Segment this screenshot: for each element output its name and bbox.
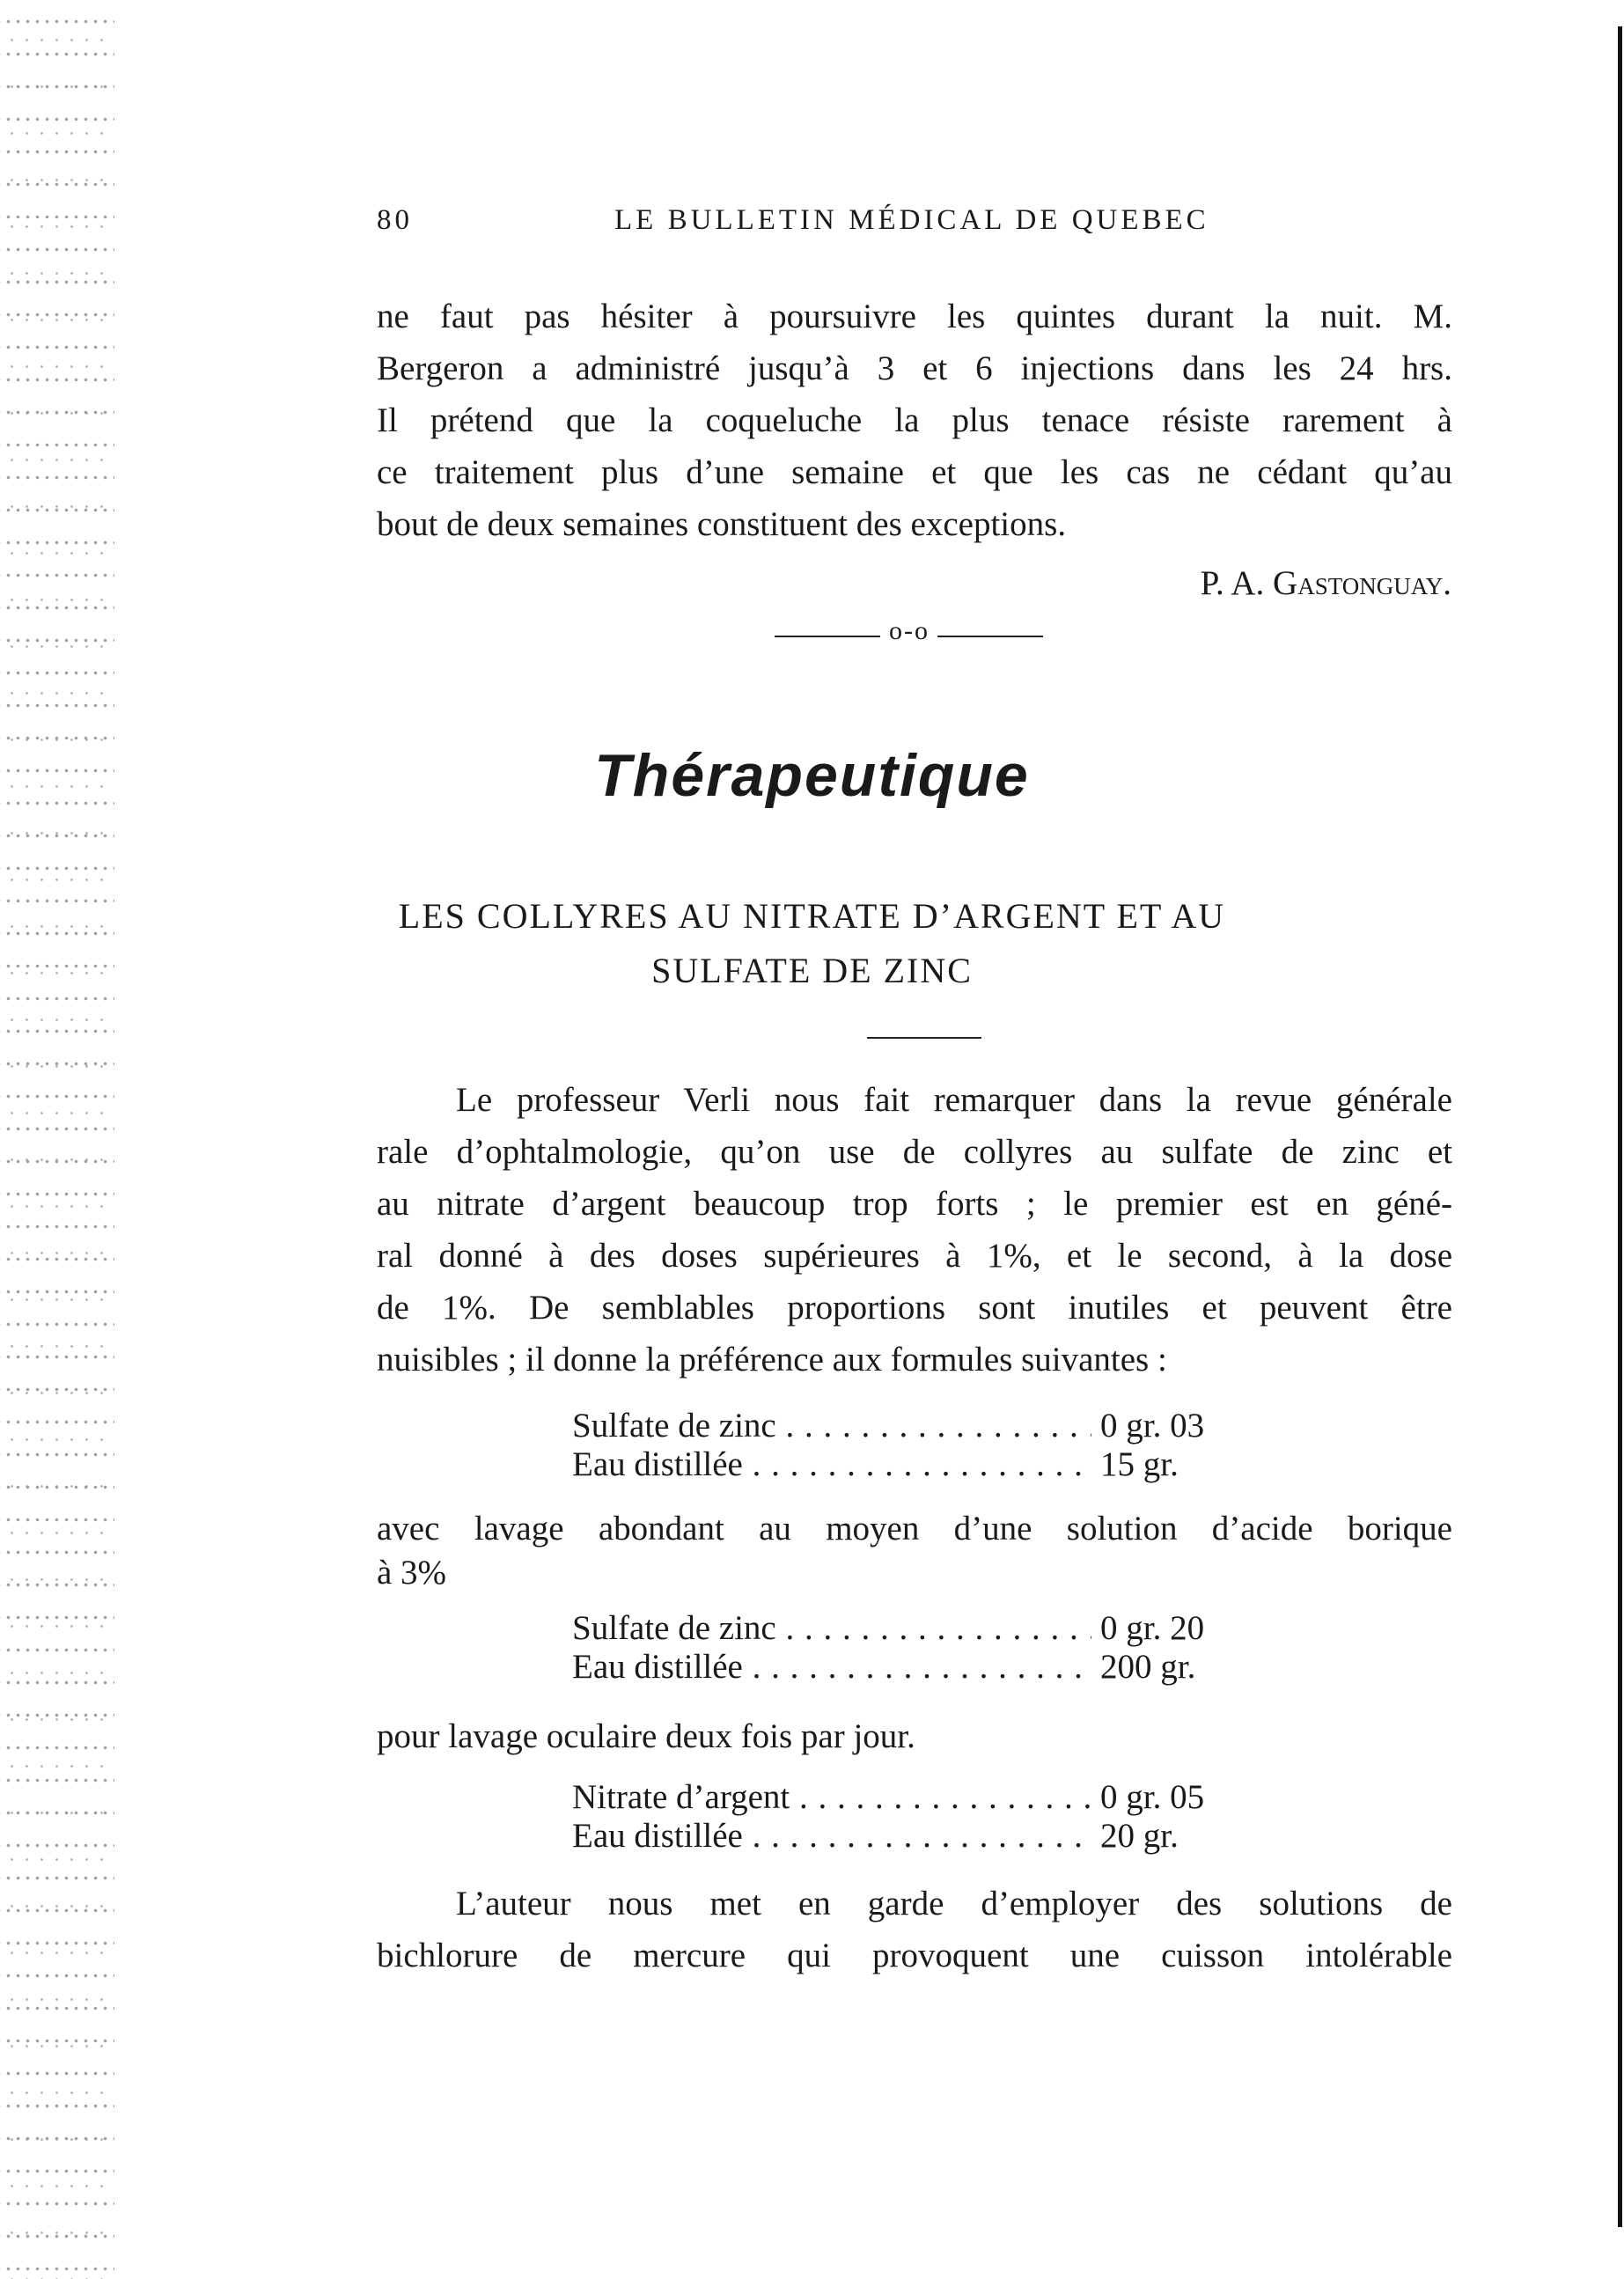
- paragraph-line: Le professeur Verli nous fait remarquer dans la revue générale: [456, 1081, 1452, 1119]
- formula-row: [572, 1609, 1276, 1648]
- journal-title: LE BULLETIN MÉDICAL DE QUEBEC: [614, 204, 1209, 236]
- paragraph-line: L’auteur nous met en garde d’employer des solutions de: [456, 1885, 1452, 1922]
- ingredient: Sulfate de zinc . . .: [572, 1407, 1091, 1445]
- article-title-line: LES COLLYRES AU NITRATE D’ARGENT ET AU: [398, 896, 1226, 936]
- quantity: 200 gr.: [1100, 1648, 1196, 1686]
- formula-row: [572, 1407, 1276, 1445]
- paragraph-line: nuisibles ; il donne la préférence aux formules suivantes :: [377, 1341, 1167, 1378]
- paragraph-line: rale d’ophtalmologie, qu’on use de collyres au sulfate de zinc et: [377, 1133, 1452, 1171]
- ingredient: Eau distillée . . .: [572, 1817, 1091, 1856]
- note-line: à 3%: [377, 1554, 447, 1592]
- paragraph-line: ne faut pas hésiter à poursuivre les quintes durant la nuit. M.: [377, 298, 1452, 335]
- article-title: [0, 889, 1624, 998]
- paragraph-line: de 1%. De semblables proportions sont inutiles et peuvent être: [377, 1289, 1452, 1327]
- paragraph-line: Il prétend que la coqueluche la plus tenace résiste rarement à: [377, 401, 1452, 439]
- section-title: Thérapeutique: [594, 742, 1030, 809]
- formula-row: [572, 1648, 1276, 1687]
- section-separator: [775, 616, 1056, 651]
- article-title-line: SULFATE DE ZINC: [651, 951, 973, 990]
- formula-row: [572, 1817, 1276, 1856]
- formula-3: [572, 1778, 1276, 1856]
- formula-row: [572, 1778, 1276, 1817]
- paragraph-line: ral donné à des doses supérieures à 1%, et le second, à la dose: [377, 1237, 1452, 1275]
- quantity: 0 gr. 05: [1100, 1778, 1205, 1816]
- title-rule: [867, 1037, 981, 1039]
- formula-1: [572, 1407, 1276, 1484]
- ingredient: Sulfate de zinc . . .: [572, 1609, 1091, 1648]
- separator-rule-left: [775, 636, 880, 637]
- separator-mark: o-o: [889, 616, 930, 645]
- ingredient: Eau distillée . . .: [572, 1445, 1091, 1484]
- author-signature: P. A. Gastonguay.: [1200, 564, 1451, 602]
- paragraph-line: au nitrate d’argent beaucoup trop forts ; le premier est en géné-: [377, 1185, 1452, 1223]
- note-2: pour lavage oculaire deux fois par jour.: [377, 1717, 915, 1755]
- intro-paragraph: [377, 290, 1452, 550]
- quantity: 20 gr.: [1100, 1817, 1179, 1855]
- quantity: 0 gr. 03: [1100, 1407, 1205, 1445]
- paragraph-line: ce traitement plus d’une semaine et que les cas ne cédant qu’au: [377, 453, 1452, 491]
- ingredient: Eau distillée . . .: [572, 1648, 1091, 1687]
- left-margin-noise: [0, 0, 114, 2279]
- article-paragraph: [377, 1074, 1452, 1386]
- paragraph-line: bichlorure de mercure qui provoquent une cuisson intolérable: [377, 1937, 1452, 1974]
- quantity: 15 gr.: [1100, 1445, 1179, 1483]
- paragraph-line: bout de deux semaines constituent des exceptions.: [377, 505, 1067, 543]
- closing-paragraph: [377, 1878, 1452, 1981]
- formula-2: [572, 1609, 1276, 1687]
- note-1: [377, 1507, 1452, 1595]
- paragraph-line: Bergeron a administré jusqu’à 3 et 6 injections dans les 24 hrs.: [377, 349, 1452, 387]
- separator-rule-right: [937, 636, 1043, 637]
- page-number: 80: [377, 204, 413, 236]
- ingredient: Nitrate d’argent . . .: [572, 1778, 1091, 1817]
- note-line: avec lavage abondant au moyen d’une solution d’acide borique: [377, 1510, 1452, 1548]
- formula-row: [572, 1445, 1276, 1484]
- quantity: 0 gr. 20: [1100, 1609, 1205, 1647]
- right-edge-line: [1618, 26, 1622, 2227]
